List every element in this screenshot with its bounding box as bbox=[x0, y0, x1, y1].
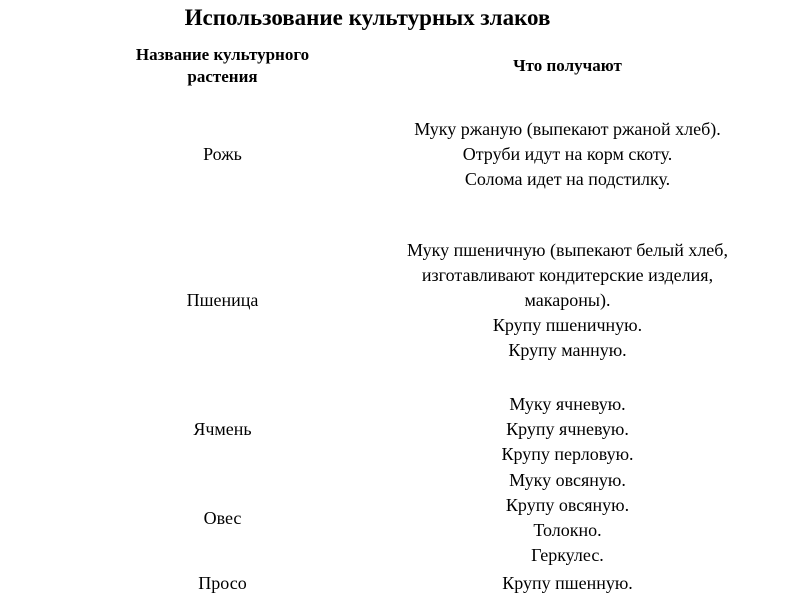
product-line: Крупу пшенную. bbox=[502, 572, 633, 593]
table-row-wheat bbox=[0, 212, 800, 388]
table-row-millet bbox=[0, 566, 800, 600]
plant-name-cell: Просо bbox=[198, 572, 247, 593]
plant-name-cell: Овес bbox=[203, 507, 242, 528]
products-cell bbox=[385, 212, 750, 388]
product-line: Геркулес. bbox=[531, 545, 604, 565]
table-row-oats bbox=[0, 470, 800, 566]
table-row-rye bbox=[0, 96, 800, 212]
product-line: Крупу ячневую. bbox=[506, 418, 629, 439]
table-row-barley bbox=[0, 388, 800, 470]
plant-name-cell: Пшеница bbox=[186, 289, 259, 310]
product-line: Крупу пшеничную. bbox=[492, 314, 643, 335]
products-cell bbox=[385, 566, 750, 600]
header-products: Что получают bbox=[513, 55, 622, 75]
product-line: Толокно. bbox=[533, 520, 602, 540]
product-line: Крупу манную. bbox=[508, 339, 627, 360]
product-line: Муку пшеничную (выпекают белый хлеб, изготавливают кондитерские изделия, макароны). bbox=[407, 239, 728, 310]
header-plant-name: Название культурного растения bbox=[135, 44, 310, 86]
product-line: Солома идет на подстилку. bbox=[464, 168, 671, 189]
product-line: Крупу перловую. bbox=[501, 443, 634, 464]
product-line: Крупу овсяную. bbox=[505, 495, 630, 515]
product-line: Муку ячневую. bbox=[509, 393, 626, 414]
product-line: Муку ржаную (выпекают ржаной хлеб). bbox=[414, 118, 721, 139]
products-cell bbox=[385, 388, 750, 470]
products-cell bbox=[385, 96, 750, 212]
table-header-row bbox=[0, 35, 800, 96]
product-line: Отруби идут на корм скоту. bbox=[462, 143, 673, 164]
slide-title: Использование культурных злаков bbox=[184, 5, 551, 30]
product-line: Муку овсяную. bbox=[509, 470, 626, 490]
plant-name-cell: Ячмень bbox=[193, 418, 252, 439]
products-cell bbox=[385, 470, 750, 566]
plant-name-cell: Рожь bbox=[203, 143, 242, 164]
usage-table bbox=[0, 35, 800, 600]
